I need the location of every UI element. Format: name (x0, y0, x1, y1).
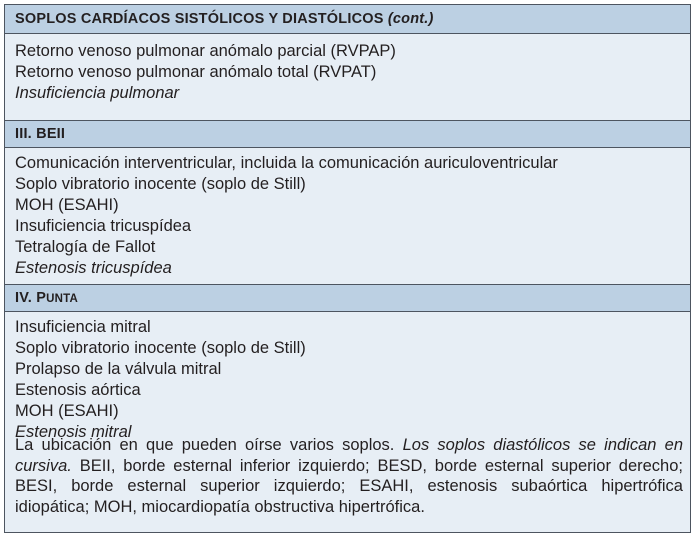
section-header-beii (5, 120, 690, 148)
list-item-diastolic: Estenosis tricuspídea (15, 259, 172, 277)
list-item: MOH (ESAHI) (15, 196, 119, 214)
list-item: MOH (ESAHI) (15, 402, 119, 420)
section-header-punta (5, 284, 690, 312)
murmur-table (4, 4, 691, 533)
list-item: Insuficiencia tricuspídea (15, 217, 192, 235)
table-title-bar (5, 5, 690, 34)
list-item: Insuficiencia mitral (15, 318, 151, 336)
section-heading: IV. PUNTA (15, 290, 78, 306)
list-item: Estenosis aórtica (15, 381, 141, 399)
list-item: Tetralogía de Fallot (15, 238, 156, 256)
footnote-line: cursiva. BEII, borde esternal inferior izquierdo; BESD, borde esternal superior derecho; (15, 456, 683, 475)
table-title-main: SOPLOS CARDÍACOS SISTÓLICOS Y DIASTÓLICOS (15, 11, 384, 27)
list-item: Comunicación interventricular, incluida la comunicación auriculoventricular (15, 154, 558, 172)
list-item: Retorno venoso pulmonar anómalo parcial (RVPAP) (15, 42, 396, 60)
list-item: Soplo vibratorio inocente (soplo de Still) (15, 339, 306, 357)
table-title-cont: (cont.) (387, 11, 434, 27)
footnote-line: La ubicación en que pueden oírse varios soplos. Los soplos diastólicos se indican en (15, 436, 683, 454)
list-item-diastolic: Estenosis mitral (15, 423, 132, 441)
list-item: Prolapso de la válvula mitral (15, 360, 222, 378)
table-footnote (15, 435, 683, 517)
section-heading: III. BEII (15, 126, 66, 142)
footnote-line: idiopática; MOH, miocardiopatía obstructiva hipertrófica. (15, 497, 425, 516)
list-item: Soplo vibratorio inocente (soplo de Still) (15, 175, 306, 193)
list-item: Retorno venoso pulmonar anómalo total (RVPAT) (15, 63, 377, 81)
list-item-diastolic: Insuficiencia pulmonar (15, 84, 180, 102)
table-title (15, 11, 434, 27)
footnote-line: BESI, borde esternal superior izquierdo; ESAHI, estenosis subaórtica hipertrófica (15, 477, 683, 495)
